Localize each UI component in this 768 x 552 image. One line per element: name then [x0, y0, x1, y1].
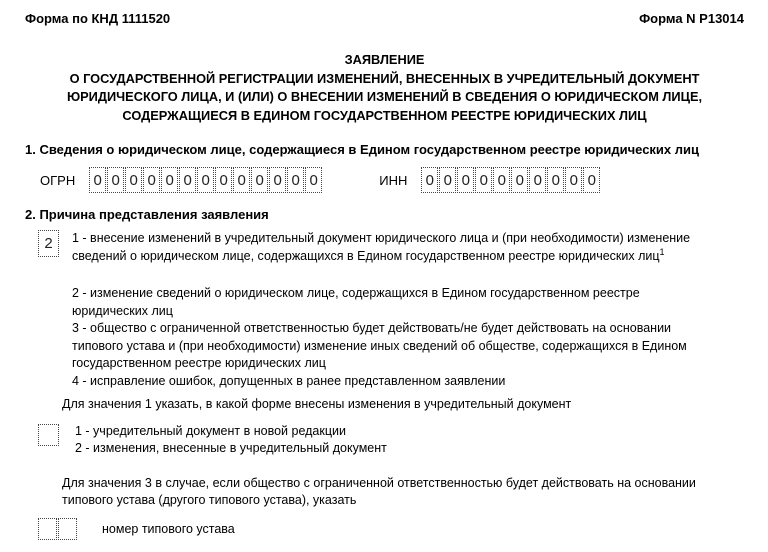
amendment-form-options	[75, 423, 387, 458]
ogrn-digit-cell[interactable]: 0	[143, 167, 160, 193]
ogrn-digit-cell[interactable]: 0	[215, 167, 232, 193]
note-for-value-3: Для значения 3 в случае, если общество с ограниченной ответственностью будет действовать на основании типового устава (другого типового устава), указать	[62, 475, 696, 507]
inn-digit-cell[interactable]: 0	[547, 167, 564, 193]
ogrn-digit-cell[interactable]: 0	[107, 167, 124, 193]
inn-digit-cell[interactable]: 0	[583, 167, 600, 193]
reason-code-box[interactable]: 2	[38, 230, 59, 257]
amendment-option-2: 2 - изменения, внесенные в учредительный документ	[75, 441, 387, 455]
charter-number-cell[interactable]	[58, 518, 77, 540]
ogrn-digit-cell[interactable]: 0	[89, 167, 106, 193]
inn-digit-cell[interactable]: 0	[457, 167, 474, 193]
reason-option-1: 1 - внесение изменений в учредительный документ юридического лица и (при необходимости) изменение сведений о юридическом лице, содержащихся в Едином государственном реестре юридических лиц$^1$	[72, 231, 691, 263]
amendment-form-block	[25, 423, 744, 458]
footnote-marker: 1	[659, 246, 665, 257]
inn-label: ИНН	[379, 172, 408, 188]
header-form-number: Форма N Р13014	[639, 11, 744, 26]
form-header	[25, 11, 744, 27]
section1-heading: 1. Сведения о юридическом лице, содержащиеся в Едином государственном реестре юридических лиц	[25, 142, 700, 157]
form-title-line: ЮРИДИЧЕСКОГО ЛИЦА, И (ИЛИ) О ВНЕСЕНИИ ИЗМЕНЕНИЙ В СВЕДЕНИЯ О ЮРИДИЧЕСКОМ ЛИЦЕ,	[66, 89, 703, 104]
inn-digit-cell[interactable]: 0	[493, 167, 510, 193]
amendment-form-checkbox[interactable]	[38, 424, 59, 446]
inn-field	[421, 167, 601, 193]
note-for-value-1: Для значения 1 указать, в какой форме внесены изменения в учредительный документ	[62, 397, 572, 411]
ogrn-digit-cell[interactable]: 0	[125, 167, 142, 193]
charter-number-row	[25, 518, 744, 540]
inn-digit-cell[interactable]: 0	[511, 167, 528, 193]
amendment-option-1: 1 - учредительный документ в новой редакции	[75, 423, 346, 438]
ogrn-digit-cell[interactable]: 0	[197, 167, 214, 193]
form-title-line: О ГОСУДАРСТВЕННОЙ РЕГИСТРАЦИИ ИЗМЕНЕНИЙ, ВНЕСЕННЫХ В УЧРЕДИТЕЛЬНЫЙ ДОКУМЕНТ	[69, 70, 700, 86]
ogrn-digit-cell[interactable]: 0	[305, 167, 322, 193]
ogrn-digit-cell[interactable]: 0	[179, 167, 196, 193]
ogrn-digit-cell[interactable]: 0	[161, 167, 178, 193]
ogrn-label: ОГРН	[40, 172, 76, 188]
form-title-line: СОДЕРЖАЩИЕСЯ В ЕДИНОМ ГОСУДАРСТВЕННОМ РЕЕСТРЕ ЮРИДИЧЕСКИХ ЛИЦ	[122, 107, 647, 123]
charter-number-cell[interactable]	[38, 518, 57, 540]
charter-number-field	[38, 518, 78, 540]
header-knd-code: Форма по КНД 1111520	[25, 11, 171, 26]
reason-block	[25, 230, 744, 390]
reason-options-list	[72, 230, 690, 390]
ogrn-digit-cell[interactable]: 0	[233, 167, 250, 193]
ogrn-digit-cell[interactable]: 0	[287, 167, 304, 193]
form-title	[25, 51, 744, 125]
reason-option-4: 4 - исправление ошибок, допущенных в ранее представленном заявлении	[72, 373, 506, 388]
inn-digit-cell[interactable]: 0	[439, 167, 456, 193]
inn-digit-cell[interactable]: 0	[421, 167, 438, 193]
ogrn-field	[89, 167, 323, 193]
inn-digit-cell[interactable]: 0	[565, 167, 582, 193]
inn-digit-cell[interactable]: 0	[475, 167, 492, 193]
charter-number-label: номер типового устава	[102, 521, 235, 536]
codes-row	[25, 167, 744, 193]
reason-option-3: 3 - общество с ограниченной ответственностью будет действовать/не будет действовать на основании типового устава и (при необходимости) изменение иных сведений об обществе, содержащихся в Едином государственном реестре юридических лиц	[72, 321, 687, 370]
ogrn-digit-cell[interactable]: 0	[251, 167, 268, 193]
reason-option-2: 2 - изменение сведений о юридическом лице, содержащихся в Едином государственном реестре юридических лиц	[72, 286, 640, 318]
inn-digit-cell[interactable]: 0	[529, 167, 546, 193]
section2-heading: 2. Причина представления заявления	[25, 207, 269, 222]
form-title-line: ЗАЯВЛЕНИЕ	[344, 52, 425, 67]
ogrn-digit-cell[interactable]: 0	[269, 167, 286, 193]
